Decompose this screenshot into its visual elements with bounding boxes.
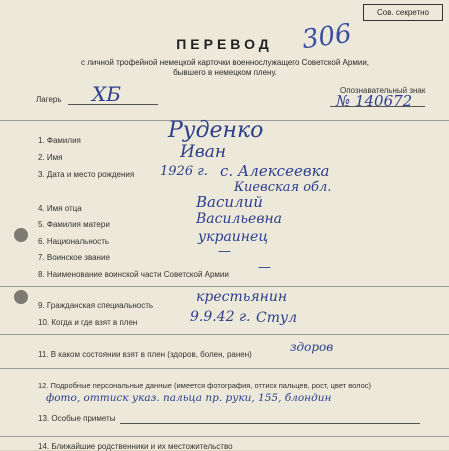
field-profession-label: 9. Гражданская специальность <box>38 301 154 310</box>
tag-label: Опознавательный знак <box>340 86 426 95</box>
field-marks-label: 13. Особые приметы <box>38 414 116 423</box>
field-name-value: Иван <box>180 142 227 162</box>
punch-hole-top <box>14 228 28 242</box>
field-nationality-value: украинец <box>198 229 269 245</box>
field-birth-region: Киевская обл. <box>234 180 332 195</box>
field-father-name-label: 4. Имя отца <box>38 204 82 213</box>
field-condition-value: здоров <box>290 340 334 354</box>
field-rank-value: — <box>218 244 231 259</box>
field-personal-label: 12. Подробные персональные данные (имеется фотография, оттиск пальцев, рост, цвет волос) <box>38 381 372 390</box>
section-divider-3 <box>0 368 449 369</box>
field-rank-label: 7. Воинское звание <box>38 253 110 262</box>
camp-label: Лагерь <box>36 95 62 104</box>
camp-value: ХБ <box>92 82 121 106</box>
field-profession-value: крестьянин <box>196 289 288 305</box>
field-captured-place: Стул <box>256 310 298 326</box>
tag-value: № 140672 <box>336 92 413 110</box>
field-birth-year: 1926 г. <box>160 164 208 179</box>
punch-hole-bottom <box>14 290 28 304</box>
field-mother-label: 5. Фамилия матери <box>38 220 110 229</box>
field-mother-value: Васильевна <box>196 211 283 227</box>
archive-number-stamp: 306 <box>300 18 354 56</box>
field-condition-label: 11. В каком состоянии взят в плен (здоров, болен, ранен) <box>38 350 252 359</box>
section-divider-2 <box>0 334 449 335</box>
field-unit-label: 8. Наименование воинской части Советской Армии <box>38 270 229 279</box>
subtitle-line-1: с личной трофейной немецкой карточки военнослужащего Советской Армии, <box>80 58 370 67</box>
field-unit-value: — <box>258 260 271 275</box>
section-divider-4 <box>0 436 449 437</box>
field-birth-label: 3. Дата и место рождения <box>38 170 135 179</box>
section-divider-1 <box>0 286 449 287</box>
document-subtitle <box>80 58 370 78</box>
secret-label: Сов. секретно <box>363 4 443 21</box>
field-personal-value: фото, оттиск указ. пальца пр. руки, 155, блондин <box>46 392 332 404</box>
field-surname-value: Руденко <box>168 118 264 143</box>
subtitle-line-2: бывшего в немецком плену. <box>173 68 277 77</box>
field-captured-date: 9.9.42 г. <box>190 309 251 325</box>
document-title: ПЕРЕВОД <box>176 36 273 52</box>
field-father-name-value: Василий <box>196 193 263 211</box>
field-name-label: 2. Имя <box>38 153 63 162</box>
field-surname-label: 1. Фамилия <box>38 136 81 145</box>
field-captured-label: 10. Когда и где взят в плен <box>38 318 138 327</box>
field-nationality-label: 6. Национальность <box>38 237 110 246</box>
field-relatives-label: 14. Ближайшие родственники и их местожительство <box>38 442 233 451</box>
field-birth-village: с. Алексеевка <box>220 162 330 180</box>
field-marks-underline <box>120 423 420 424</box>
